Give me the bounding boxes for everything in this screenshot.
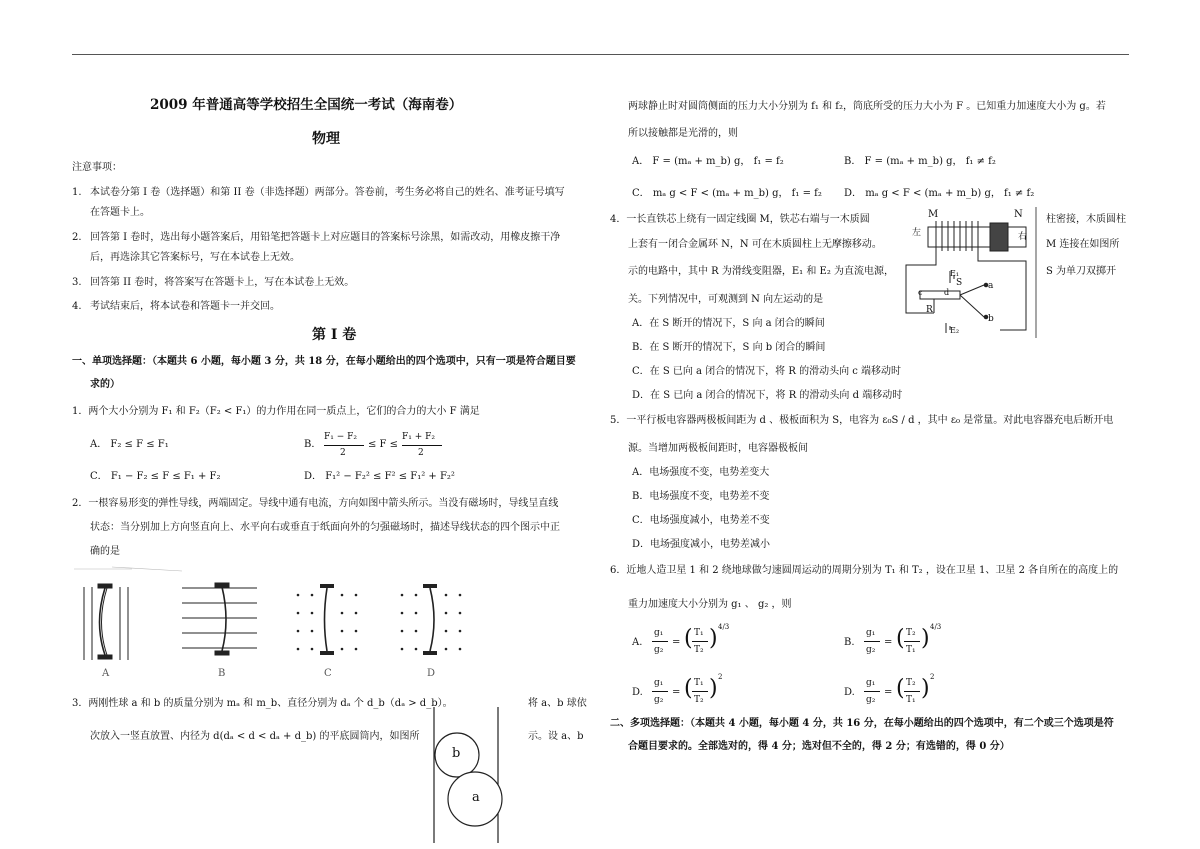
q6-option (632, 624, 752, 664)
note-text: 考试结束后，将本试卷和答题卡一并交回。 (90, 301, 280, 312)
question-stem: 将 a、b 球依 (528, 698, 587, 709)
q6-option (844, 674, 964, 714)
equals-sign: = (884, 687, 893, 698)
q6-option (632, 674, 752, 714)
fraction-bar (652, 641, 668, 642)
option-d: D．在 S 已向 a 闭合的情况下，将 R 的滑动头向 d 端移动时 (632, 390, 903, 401)
question-stem: 柱密接，木质圆柱 (1046, 214, 1126, 225)
option-a: A．在 S 断开的情况下，S 向 a 闭合的瞬间 (632, 318, 825, 329)
option-d: D． F₁² − F₂² ≤ F² ≤ F₁² + F₂² (304, 471, 455, 482)
option-b: B．在 S 断开的情况下，S 向 b 闭合的瞬间 (632, 342, 826, 353)
fraction-denominator: T₁ (906, 645, 916, 655)
right-paren: ) (709, 676, 718, 701)
option-a: A． F = (mₐ + m_b) g， f₁ = f₂ (632, 156, 784, 167)
question-stem: 上套有一闭合金属环 N，N 可在木质圆柱上无摩擦移动。 (628, 239, 882, 250)
option-c: C．电场强度减小，电势差不变 (632, 515, 770, 526)
note-number: 4. (72, 301, 82, 312)
question-stem: 2．一根容易形变的弹性导线，两端固定。导线中通有电流，方向如图中箭头所示。当没有磁场时，导线呈直线 (72, 498, 559, 509)
fraction-bar (692, 691, 708, 692)
figure-label: A (102, 668, 110, 679)
subject-title: 物理 (312, 131, 340, 147)
option-d: D．电场强度减小，电势差减小 (632, 539, 771, 550)
option-b-denominator: 2 (418, 448, 424, 458)
exponent: 2 (718, 673, 723, 681)
q6-option (844, 624, 964, 664)
question-stem: 示。设 a、b (528, 731, 584, 742)
label-left: 左 (912, 228, 922, 238)
label-b: b (988, 314, 994, 324)
question-stem: 5．一平行板电容器两极板间距为 d 、极板面积为 S，电容为 ε₀S / d ，其中 ε₀ 是常量。对此电容器充电后断开电 (610, 415, 1114, 426)
section-heading: 二、多项选择题：（本题共 4 小题，每小题 4 分，共 16 分，在每小题给出的四个选项中，有二个或三个选项是符 (610, 718, 1114, 729)
option-c: C． F₁ − F₂ ≤ F ≤ F₁ + F₂ (90, 471, 221, 482)
right-paren: ) (921, 676, 930, 701)
ball-label-b: b (452, 746, 461, 761)
question-stem: 1．两个大小分别为 F₁ 和 F₂（F₂ < F₁）的力作用在同一质点上，它们的合力的大小 F 满足 (72, 406, 480, 417)
exponent: 2 (930, 673, 935, 681)
left-paren: ( (896, 676, 905, 701)
fraction-numerator: g₁ (866, 678, 876, 688)
fraction-denominator: g₂ (866, 645, 876, 655)
note-text: 回答第 II 卷时，将答案写在答题卡上，写在本试卷上无效。 (90, 277, 355, 288)
header-rule (72, 54, 1129, 55)
option-b-numerator: F₁ − F₂ (324, 432, 357, 442)
question-stem: 确的是 (90, 546, 120, 557)
note-text: 后，再选涂其它答案标号，写在本试卷上无效。 (90, 252, 300, 263)
part-heading: 第 I 卷 (312, 327, 357, 343)
option-b-denominator: 2 (340, 448, 346, 458)
section-heading: 合题目要求的。全部选对的，得 4 分；选对但不全的，得 2 分；有选错的，得 0 分） (628, 741, 1010, 752)
option-c: C． mₐ g < F < (mₐ + m_b) g， f₁ = f₂ (632, 188, 822, 199)
question-stem: 关。下列情况中，可观测到 N 向左运动的是 (628, 294, 824, 305)
figure-label: B (218, 668, 226, 679)
fraction-numerator: g₁ (654, 678, 664, 688)
equals-sign: = (672, 687, 681, 698)
fraction-numerator: T₂ (906, 678, 916, 688)
coil-label-m: M (928, 209, 939, 220)
option-label: A. (632, 637, 643, 648)
fraction-numerator: T₁ (694, 628, 704, 638)
question-stem: 次放入一竖直放置、内径为 d(dₐ < d < dₐ + d_b) 的平底圆筒内，如图所 (90, 731, 420, 742)
fraction-denominator: T₁ (906, 695, 916, 705)
option-a: A．电场强度不变，电势差变大 (632, 467, 770, 478)
figure-label: C (324, 668, 332, 679)
fraction-denominator: T₂ (694, 645, 704, 655)
fraction-denominator: g₂ (654, 645, 664, 655)
option-b-numerator: F₁ + F₂ (402, 432, 435, 442)
note-number: 3. (72, 277, 82, 288)
cylinder-balls-figure (430, 705, 520, 845)
label-s: S (956, 278, 963, 288)
note-number: 2. (72, 232, 82, 243)
right-paren: ) (709, 626, 718, 651)
label-e2: E₂ (950, 326, 960, 335)
left-paren: ( (896, 626, 905, 651)
question-stem: 所以接触都是光滑的，则 (628, 128, 738, 139)
option-b-middle: ≤ F ≤ (368, 439, 399, 450)
exponent: 4/3 (718, 623, 730, 631)
section-heading: 一、单项选择题：（本题共 6 小题，每小题 3 分，共 18 分，在每小题给出的四个选项中，只有一项是符合题目要 (72, 356, 576, 367)
ball-label-a: a (472, 790, 480, 805)
note-number: 1. (72, 187, 82, 198)
exponent: 4/3 (930, 623, 942, 631)
note-text: 本试卷分第 I 卷（选择题）和第 II 卷（非选择题）两部分。答卷前，考生务必将自己的姓名、准考证号填写 (90, 187, 565, 198)
question-stem: 两球静止时对圆筒侧面的压力大小分别为 f₁ 和 f₂，筒底所受的压力大小为 F 。已知重力加速度大小为 g。若 (628, 101, 1106, 112)
question-stem: M 连接在如图所 (1046, 239, 1120, 250)
option-d: D． mₐ g < F < (mₐ + m_b) g， f₁ ≠ f₂ (844, 188, 1035, 199)
option-b-label: B． (304, 439, 322, 450)
fraction-numerator: T₁ (694, 678, 704, 688)
figure-label: D (427, 668, 436, 679)
fraction-bar (904, 641, 920, 642)
label-e1: E₁ (950, 269, 960, 278)
note-text: 在答题卡上。 (90, 207, 150, 218)
equals-sign: = (672, 637, 681, 648)
label-c: c (918, 288, 923, 297)
left-paren: ( (684, 676, 693, 701)
label-right: 右 (1018, 232, 1028, 242)
option-label: D. (632, 687, 643, 698)
fraction-denominator: g₂ (866, 695, 876, 705)
label-r: R (926, 305, 933, 315)
question-stem: 3．两刚性球 a 和 b 的质量分别为 mₐ 和 m_b、直径分别为 dₐ 个 d_b（dₐ > d_b）。 (72, 698, 453, 709)
fraction-bar (652, 691, 668, 692)
left-paren: ( (684, 626, 693, 651)
fraction-bar (692, 641, 708, 642)
right-paren: ) (921, 626, 930, 651)
fraction-denominator: g₂ (654, 695, 664, 705)
fraction-numerator: g₁ (866, 628, 876, 638)
equals-sign: = (884, 637, 893, 648)
section-heading: 求的） (90, 379, 120, 390)
label-a: a (988, 281, 994, 291)
question-stem: 示的电路中，其中 R 为滑线变阻器，E₁ 和 E₂ 为直流电源， (628, 266, 895, 277)
question-stem: 4．一长直铁芯上绕有一固定线圈 M，铁芯右端与一木质圆 (610, 214, 870, 225)
question-stem: 重力加速度大小分别为 g₁ 、 g₂ ，则 (628, 599, 792, 610)
fraction-denominator: T₂ (694, 695, 704, 705)
question-stem: 状态：当分别加上方向竖直向上、水平向右或垂直于纸面向外的匀强磁场时，描述导线状态的四个图示中正 (90, 522, 560, 533)
fraction-bar (864, 691, 880, 692)
option-c: C．在 S 已向 a 闭合的情况下，将 R 的滑动头向 c 端移动时 (632, 366, 902, 377)
exam-title: 2009 年普通高等学校招生全国统一考试（海南卷） (150, 97, 463, 113)
notes-heading: 注意事项： (72, 162, 122, 173)
question-stem: S 为单刀双掷开 (1046, 266, 1117, 277)
label-d: d (944, 288, 950, 297)
fraction-bar (864, 641, 880, 642)
note-text: 回答第 I 卷时，选出每小题答案后，用铅笔把答题卡上对应题目的答案标号涂黑，如需改动，用橡皮擦干净 (90, 232, 561, 243)
option-label: D. (844, 687, 855, 698)
option-b: B．电场强度不变，电势差不变 (632, 491, 770, 502)
question-stem: 源。当增加两极板间距时，电容器极板间 (628, 443, 808, 454)
option-a: A． F₂ ≤ F ≤ F₁ (90, 439, 169, 450)
wire-figures (72, 565, 472, 683)
option-b: B． F = (mₐ + m_b) g， f₁ ≠ f₂ (844, 156, 996, 167)
fraction-numerator: g₁ (654, 628, 664, 638)
ring-label-n: N (1014, 209, 1023, 220)
question-stem: 6．近地人造卫星 1 和 2 绕地球做匀速圆周运动的周期分别为 T₁ 和 T₂ ，设在卫星 1、卫星 2 各自所在的高度上的 (610, 565, 1119, 576)
fraction-numerator: T₂ (906, 628, 916, 638)
option-label: B. (844, 637, 855, 648)
fraction-bar (904, 691, 920, 692)
